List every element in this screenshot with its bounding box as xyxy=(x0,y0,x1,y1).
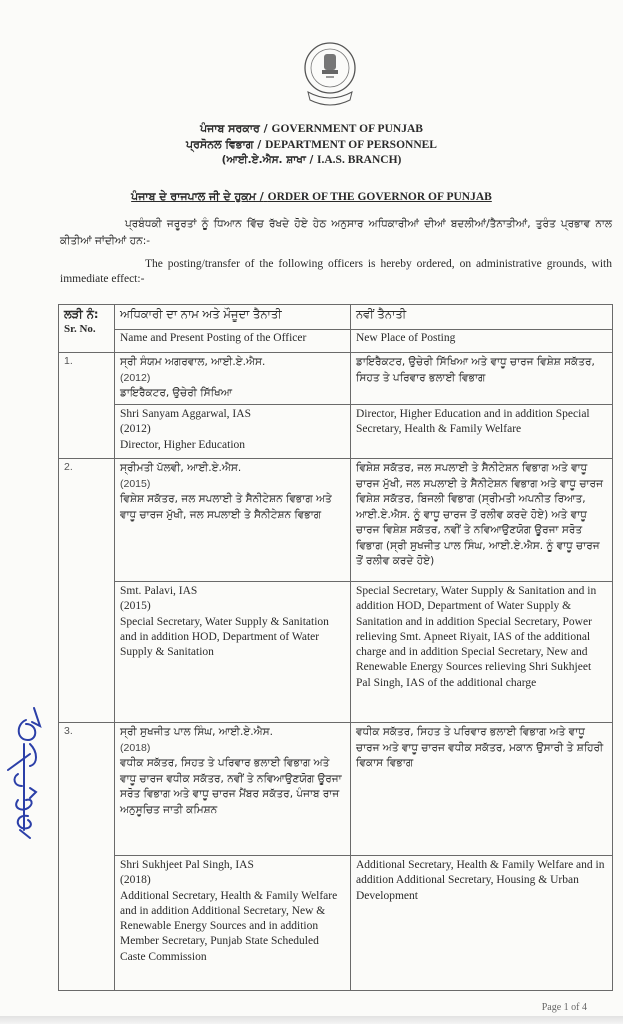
present-posting-pa: ਵਧੀਕ ਸਕੱਤਰ, ਸਿਹਤ ਤੇ ਪਰਿਵਾਰ ਭਲਾਈ ਵਿਭਾਗ ਅਤੇ ਵਾਧੂ ਚਾਰਜ ਵਧੀਕ ਸਕੱਤਰ, ਨਵੀਂ ਤੇ ਨਵਿਆਉਣਯੋਗ ਊਰਜਾ ਸਰੋਤ ਵਿਭਾਗ ਅਤੇ ਵਾਧੂ ਚਾਰਜ ਮੈਂਬਰ ਸਕੱਤਰ, ਪੰਜਾਬ ਰਾਜ ਅਨੁਸੂਚਿਤ ਜਾਤੀ ਕਮਿਸ਼ਨ xyxy=(120,757,342,816)
order-title-pa: ਪੰਜਾਬ ਦੇ ਰਾਜਪਾਲ ਜੀ ਦੇ ਹੁਕਮ / xyxy=(131,190,264,203)
officer-batch-year: (2018) xyxy=(120,874,151,887)
serial-number: 3. xyxy=(59,723,115,991)
new-posting-en: Special Secretary, Water Supply & Sanitation and in addition HOD, Department of Water Supply & Sanitation and in addition Special Secretary, Power relieving Smt. Apneet Riyait, IAS of the additional charge and in addition Special Secretary, New and Renewable Energy Sources relieving Shri Sukhjeet Pal Singh, IAS of the additional charge xyxy=(351,582,613,723)
header-sr-no-pa: ਲੜੀ ਨੰ: xyxy=(64,307,99,321)
new-posting-en: Director, Higher Education and in addition Special Secretary, Health & Family Welfare xyxy=(351,405,613,459)
officer-batch-year: (2015) xyxy=(120,600,151,613)
table-row xyxy=(59,353,613,405)
header-government-en: GOVERNMENT OF PUNJAB xyxy=(271,123,423,135)
header-government-pa: ਪੰਜਾਬ ਸਰਕਾਰ / xyxy=(200,122,268,135)
header-name-pa: ਅਧਿਕਾਰੀ ਦਾ ਨਾਮ ਅਤੇ ਮੌਜੂਦਾ ਤੈਨਾਤੀ xyxy=(115,305,351,330)
header-department-en: DEPARTMENT OF PERSONNEL xyxy=(265,139,437,151)
officer-present-posting-en xyxy=(115,405,351,459)
officer-present-posting-pa xyxy=(115,353,351,405)
present-posting-en: Special Secretary, Water Supply & Sanitation and in addition HOD, Department of Water Supply & Sanitation xyxy=(120,615,329,659)
officer-name-pa: ਸ੍ਰੀ ਸੰਯਮ ਅਗਰਵਾਲ, ਆਈ.ਏ.ਐਸ. xyxy=(120,356,266,368)
officer-present-posting-en xyxy=(115,856,351,991)
serial-number: 1. xyxy=(59,353,115,459)
header-sr-no xyxy=(59,305,115,353)
officer-batch-year: (2015) xyxy=(120,477,151,490)
government-seal-emblem xyxy=(302,40,358,112)
officer-present-posting-en xyxy=(115,582,351,723)
table-row xyxy=(59,723,613,856)
officer-present-posting-pa xyxy=(115,459,351,582)
officer-name-en: Shri Sanyam Aggarwal, IAS xyxy=(120,408,251,420)
order-title-en: ORDER OF THE GOVERNOR OF PUNJAB xyxy=(267,191,492,203)
present-posting-en: Director, Higher Education xyxy=(120,438,246,451)
header-branch-pa: (ਆਈ.ਏ.ਐਸ. ਸ਼ਾਖਾ / xyxy=(221,154,314,166)
present-posting-pa: ਵਿਸ਼ੇਸ਼ ਸਕੱਤਰ, ਜਲ ਸਪਲਾਈ ਤੇ ਸੈਨੀਟੇਸ਼ਨ ਵਿਭਾਗ ਅਤੇ ਵਾਧੂ ਚਾਰਜ ਮੁੱਖੀ, ਜਲ ਸਪਲਾਈ ਤੇ ਸੈਨੀਟੇਸ਼ਨ ਵਿਭਾਗ xyxy=(120,493,332,521)
table-row xyxy=(59,856,613,991)
header-name-en: Name and Present Posting of the Officer xyxy=(115,330,351,353)
new-posting-en: Additional Secretary, Health & Family Welfare and in addition Additional Secretary, Housing & Urban Development xyxy=(351,856,613,991)
header-new-posting-en: New Place of Posting xyxy=(351,330,613,353)
intro-paragraph-punjabi: ਪ੍ਰਬੰਧਕੀ ਜਰੂਰਤਾਂ ਨੂੰ ਧਿਆਨ ਵਿੱਚ ਰੱਖਦੇ ਹੋਏ ਹੇਠ ਅਨੁਸਾਰ ਅਧਿਕਾਰੀਆਂ ਦੀਆਂ ਬਦਲੀਆਂ/ਤੈਨਾਤੀਆਂ, ਤੁਰੰਤ ਪ੍ਰਭਾਵ ਨਾਲ ਕੀਤੀਆਂ ਜਾਂਦੀਆਂ ਹਨ:- xyxy=(60,218,612,247)
new-posting-pa: ਡਾਇਰੈਕਟਰ, ਉਚੇਰੀ ਸਿੱਖਿਆ ਅਤੇ ਵਾਧੂ ਚਾਰਜ ਵਿਸ਼ੇਸ਼ ਸਕੱਤਰ, ਸਿਹਤ ਤੇ ਪਰਿਵਾਰ ਭਲਾਈ ਵਿਭਾਗ xyxy=(351,353,613,405)
order-title xyxy=(0,190,623,204)
new-posting-pa: ਵਿਸ਼ੇਸ਼ ਸਕੱਤਰ, ਜਲ ਸਪਲਾਈ ਤੇ ਸੈਨੀਟੇਸ਼ਨ ਵਿਭਾਗ ਅਤੇ ਵਾਧੂ ਚਾਰਜ ਮੁੱਖੀ, ਜਲ ਸਪਲਾਈ ਤੇ ਸੈਨੀਟੇਸ਼ਨ ਵਿਭਾਗ ਅਤੇ ਵਾਧੂ ਚਾਰਜ ਵਿਸ਼ੇਸ਼ ਸਕੱਤਰ, ਬਿਜਲੀ ਵਿਭਾਗ (ਸ੍ਰੀਮਤੀ ਅਪਨੀਤ ਰਿਆਤ, ਆਈ.ਏ.ਐਸ. ਨੂੰ ਵਾਧੂ ਚਾਰਜ ਤੋਂ ਰਲੀਵ ਕਰਦੇ ਹੋਏ) ਅਤੇ ਵਾਧੂ ਚਾਰਜ ਵਿਸ਼ੇਸ਼ ਸਕੱਤਰ, ਨਵੀਂ ਤੇ ਨਵਿਆਉਣਯੋਗ ਊਰਜਾ ਸਰੋਤ ਵਿਭਾਗ (ਸ੍ਰੀ ਸੁਖਜੀਤ ਪਾਲ ਸਿੰਘ, ਆਈ.ਏ.ਐਸ. ਨੂੰ ਵਾਧੂ ਚਾਰਜ ਤੋਂ ਰਲੀਵ ਕਰਦੇ ਹੋਏ) xyxy=(351,459,613,582)
table-row xyxy=(59,459,613,582)
page-number: Page 1 of 4 xyxy=(541,1002,587,1013)
officer-name-pa: ਸ੍ਰੀ ਸੁਖਜੀਤ ਪਾਲ ਸਿੰਘ, ਆਈ.ਏ.ਐਸ. xyxy=(120,726,273,738)
intro-paragraph-english: The posting/transfer of the following officers is hereby ordered, on administrative grounds, with immediate effect:- xyxy=(60,258,612,285)
present-posting-en: Additional Secretary, Health & Family Welfare and in addition Additional Secretary, New & Renewable Energy Sources and in addition Member Secretary, Punjab State Scheduled Caste Commission xyxy=(120,889,338,963)
table-header-row-punjabi xyxy=(59,305,613,330)
present-posting-pa: ਡਾਇਰੈਕਟਰ, ਉਚੇਰੀ ਸਿੱਖਿਆ xyxy=(120,387,233,399)
officer-name-en: Shri Sukhjeet Pal Singh, IAS xyxy=(120,859,254,871)
officer-name-pa: ਸ੍ਰੀਮਤੀ ਪੱਲਵੀ, ਆਈ.ਏ.ਐਸ. xyxy=(120,462,242,474)
header-sr-no-en: Sr. No. xyxy=(64,323,96,335)
serial-number: 2. xyxy=(59,459,115,723)
page-bottom-edge xyxy=(0,1016,623,1024)
table-row xyxy=(59,582,613,723)
officer-batch-year: (2018) xyxy=(120,741,151,754)
header-new-posting-pa: ਨਵੀਂ ਤੈਨਾਤੀ xyxy=(351,305,613,330)
posting-order-table xyxy=(58,304,613,991)
header-branch-en: I.A.S. BRANCH) xyxy=(317,154,402,166)
header-government xyxy=(0,122,623,136)
header-department xyxy=(0,138,623,152)
officer-name-en: Smt. Palavi, IAS xyxy=(120,585,198,597)
officer-batch-year: (2012) xyxy=(120,371,151,384)
officer-present-posting-pa xyxy=(115,723,351,856)
officer-batch-year: (2012) xyxy=(120,423,151,436)
header-branch xyxy=(0,154,623,167)
table-header-row-english xyxy=(59,330,613,353)
header-department-pa: ਪ੍ਰਸੋਨਲ ਵਿਭਾਗ / xyxy=(186,138,262,151)
table-row xyxy=(59,405,613,459)
new-posting-pa: ਵਧੀਕ ਸਕੱਤਰ, ਸਿਹਤ ਤੇ ਪਰਿਵਾਰ ਭਲਾਈ ਵਿਭਾਗ ਅਤੇ ਵਾਧੂ ਚਾਰਜ ਅਤੇ ਵਾਧੂ ਚਾਰਜ ਵਧੀਕ ਸਕੱਤਰ, ਮਕਾਨ ਉਸਾਰੀ ਤੇ ਸ਼ਹਿਰੀ ਵਿਕਾਸ ਵਿਭਾਗ xyxy=(351,723,613,856)
handwritten-signature xyxy=(4,700,52,840)
